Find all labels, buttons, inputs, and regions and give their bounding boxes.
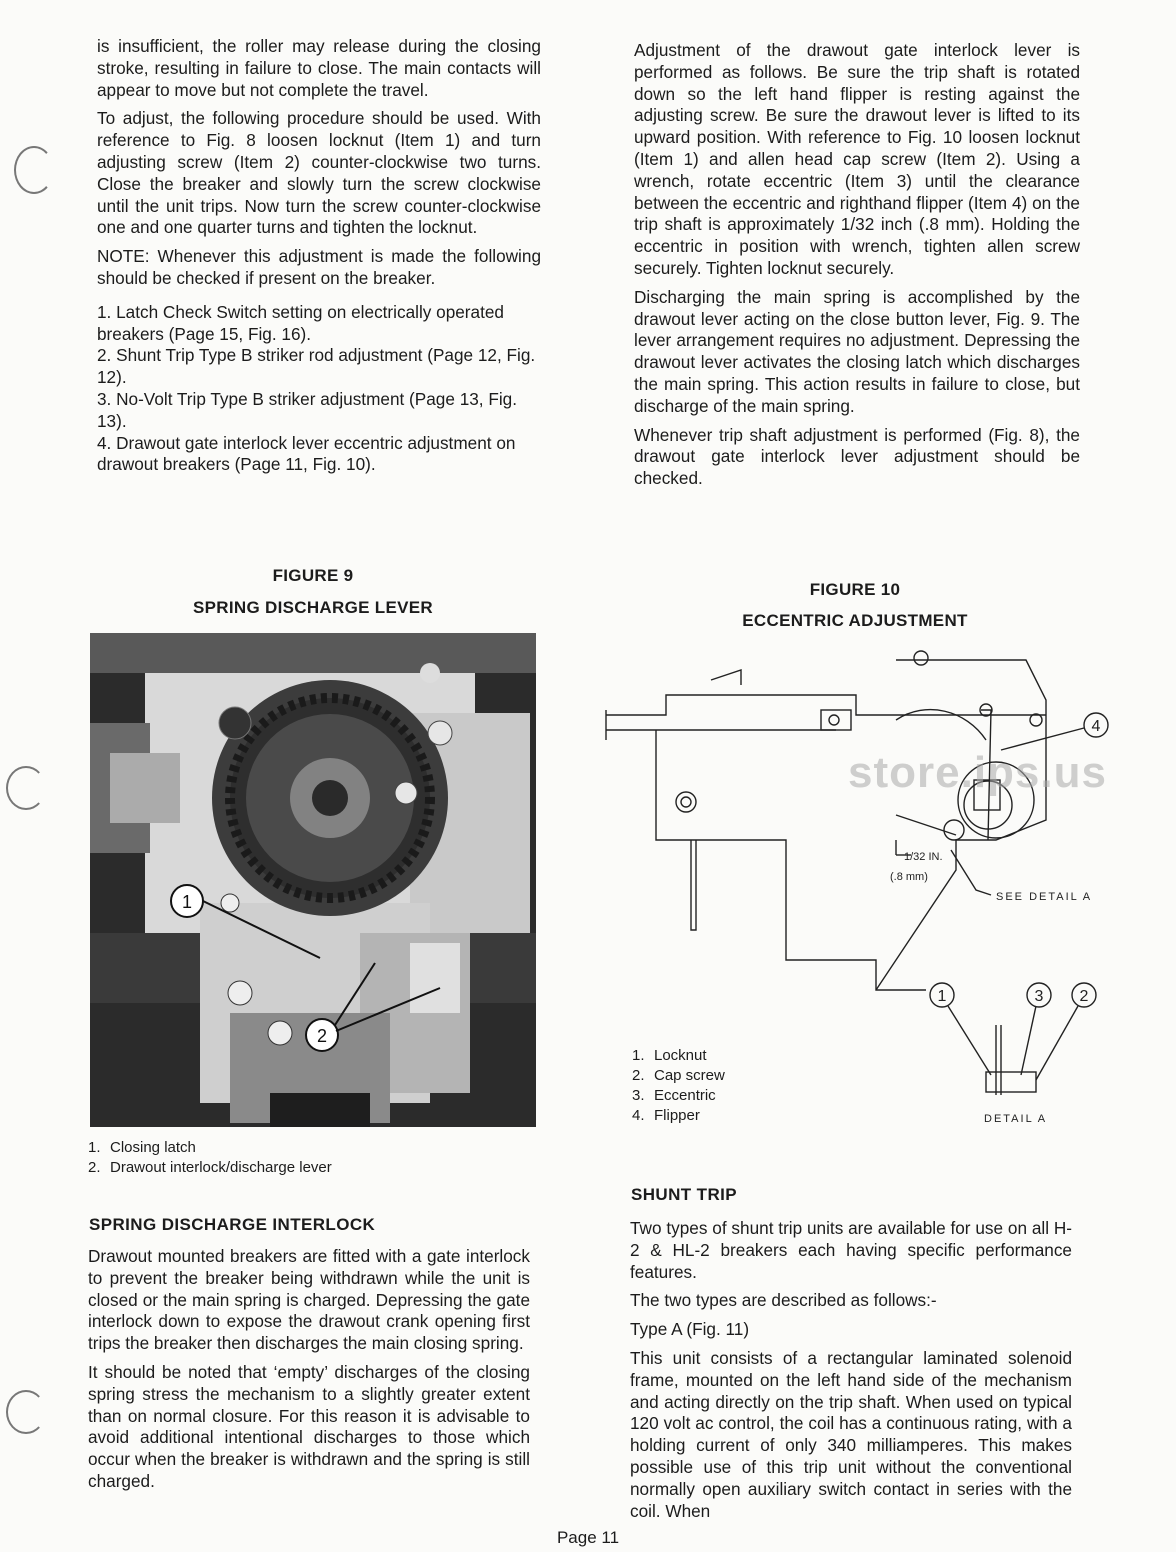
legend-item: 3. Eccentric xyxy=(632,1087,716,1104)
paragraph: Whenever trip shaft adjustment is performed (Fig. 8), the drawout gate interlock lever adjustment should be checked. xyxy=(634,424,1080,489)
paragraph: This unit consists of a rectangular laminated solenoid frame, mounted on the left hand side of the mechanism and acting directly on the trip shaft. When used on typical 120 volt ac control, the coil has a continuous rating, with a holding current of only 340 milliamperes. This makes possible use of this trip unit without the conventional normally open auxiliary switch contact in series with the coil. When xyxy=(630,1347,1072,1521)
figure10-legend xyxy=(632,1046,725,1126)
punch-hole-top xyxy=(14,146,54,194)
note-paragraph: NOTE: Whenever this adjustment is made the following should be checked if present on the breaker. xyxy=(97,246,541,288)
figure10-callout-4 xyxy=(1001,713,1108,750)
see-detail-label: SEE DETAIL A xyxy=(996,891,1093,903)
svg-text:2: 2 xyxy=(1079,988,1089,1005)
spring-discharge-interlock-text xyxy=(88,1246,530,1500)
watermark: store.ips.us xyxy=(848,748,1107,797)
callout-number: 1 xyxy=(181,892,193,912)
paragraph: Two types of shunt trip units are available for use on all H-2 & HL-2 breakers each having specific performance features. xyxy=(630,1218,1072,1282)
legend-item: 2. Cap screw xyxy=(632,1067,725,1084)
paragraph: Type A (Fig. 11) xyxy=(630,1319,750,1340)
page-number: Page 11 xyxy=(556,1528,620,1547)
paragraph: Adjustment of the drawout gate interlock lever is performed as follows. Be sure the trip shaft is rotated down so the left hand flipper is resting against the adjusting screw. Be sure the drawout lever is lifted to its upward position. With reference to Fig. 10 loosen locknut (Item 1) and allen head cap screw (Item 2). Using a wrench, rotate eccentric (Item 3) until the clearance between the eccentric and righthand flipper (Item 4) on the trip shaft is approximately 1/32 inch (.8 mm). Holding the eccentric in position with wrench, tighten allen screw securely. Tighten locknut securely. xyxy=(634,40,1080,278)
figure10-title: ECCENTRIC ADJUSTMENT xyxy=(742,611,968,630)
callout-number: 4 xyxy=(1091,718,1101,735)
paragraph: Discharging the main spring is accomplished by the drawout lever acting on the close button lever, Fig. 9. The lever arrangement requires no adjustment. Depressing the drawout lever activates the closing latch which discharges the main spring. This action results in failure to close, but discharge of the main spring. xyxy=(634,286,1080,416)
shunt-trip-heading: SHUNT TRIP xyxy=(631,1185,737,1204)
punch-hole-middle xyxy=(6,766,46,810)
detail-a-label: DETAIL A xyxy=(984,1113,1048,1125)
punch-hole-bottom xyxy=(6,1390,46,1434)
legend-item: 2. Drawout interlock/discharge lever xyxy=(88,1159,332,1176)
check-item: 2. Shunt Trip Type B striker rod adjustment (Page 12, Fig. 12). xyxy=(97,345,536,388)
right-column-text xyxy=(634,40,1080,497)
check-item: 4. Drawout gate interlock lever eccentric adjustment on drawout breakers (Page 11, Fig. 10). xyxy=(97,432,516,475)
check-item: 3. No-Volt Trip Type B striker adjustment (Page 13, Fig. 13). xyxy=(97,388,518,431)
svg-text:3: 3 xyxy=(1034,988,1044,1005)
paragraph: The two types are described as follows:- xyxy=(630,1290,937,1311)
figure9-label: FIGURE 9 xyxy=(272,566,354,585)
figure9-title: SPRING DISCHARGE LEVER xyxy=(193,598,433,617)
paragraph: is insufficient, the roller may release during the closing stroke, resulting in failure to close. The main contacts will appear to move but not complete the travel. xyxy=(97,36,541,100)
legend-item: 1. Closing latch xyxy=(88,1139,196,1156)
figure9-legend xyxy=(88,1138,332,1178)
figure10-label: FIGURE 10 xyxy=(809,580,901,599)
detail-a-callouts xyxy=(930,983,1096,1095)
paragraph: It should be noted that ‘empty’ discharges of the closing spring stress the mechanism to a slightly greater extent than on normal closure. For this reason it is advisable to avoid additional intentional discharges to those which occur when the breaker is withdrawn and the spring is still charged. xyxy=(88,1361,530,1491)
svg-text:1: 1 xyxy=(937,988,947,1005)
paragraph: To adjust, the following procedure should be used. With reference to Fig. 8 loosen locknut (Item 1) and turn adjusting screw (Item 2) counter-clockwise two turns. Close the breaker and slowly turn the screw clockwise until the unit trips. Now turn the screw counter-clockwise one and one quarter turns and tighten the locknut. xyxy=(97,108,541,238)
callout-number: 2 xyxy=(316,1026,328,1046)
spring-discharge-interlock-heading: SPRING DISCHARGE INTERLOCK xyxy=(89,1215,376,1234)
shunt-trip-text xyxy=(630,1218,1072,1529)
legend-item: 4. Flipper xyxy=(632,1107,700,1124)
clearance-label: 1/32 IN. xyxy=(904,851,943,863)
left-column-text xyxy=(97,36,541,476)
check-item: 1. Latch Check Switch setting on electrically operated breakers (Page 15, Fig. 16). xyxy=(97,301,504,344)
spring-discharge-lever-photo xyxy=(90,633,536,1127)
clearance-mm: (.8 mm) xyxy=(890,871,928,883)
legend-item: 1. Locknut xyxy=(632,1047,707,1064)
paragraph: Drawout mounted breakers are fitted with a gate interlock to prevent the breaker being withdrawn while the unit is closed or the main spring is charged. Depressing the gate interlock down to expose the drawout crank opening first trips the breaker then discharges the main closing spring. xyxy=(88,1246,530,1354)
